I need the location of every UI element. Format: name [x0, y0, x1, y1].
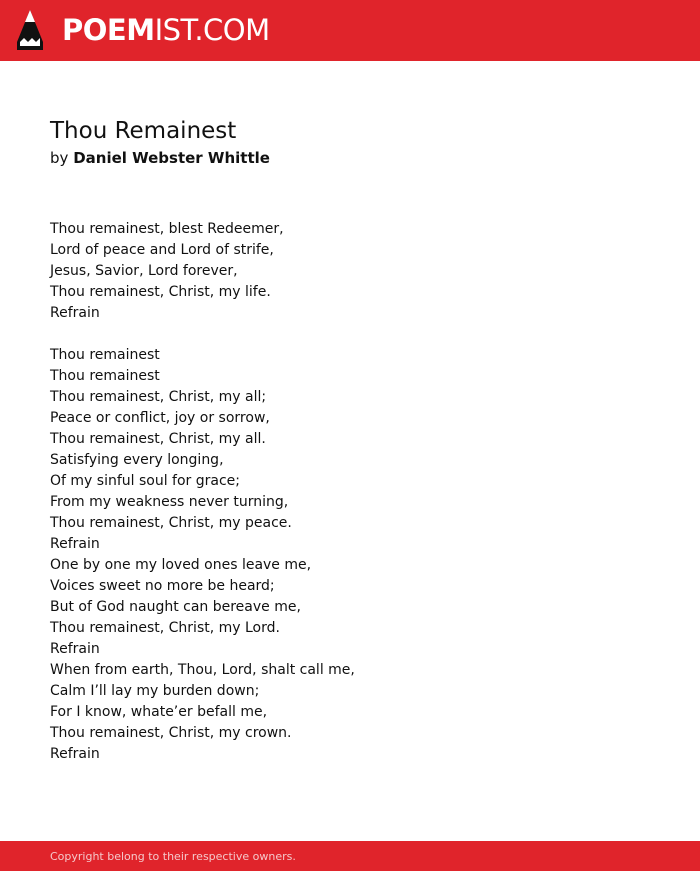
- logo-text-light: IST.COM: [154, 13, 270, 47]
- poem-line: Satisfying every longing,: [50, 452, 224, 468]
- copyright-notice: Copyright belong to their respective owners.: [50, 850, 296, 863]
- pencil-tip-icon[interactable]: [16, 9, 44, 51]
- poem-byline: [50, 148, 270, 169]
- poem-title: Thou Remainest: [50, 118, 237, 144]
- poem-line: Thou remainest: [50, 368, 160, 384]
- poem-line: Thou remainest, Christ, my peace.: [50, 515, 292, 531]
- poem-line: Calm I’ll lay my burden down;: [50, 683, 260, 699]
- site-logo-link[interactable]: [62, 11, 270, 49]
- poem-line: Thou remainest, Christ, my life.: [50, 284, 271, 300]
- author-name: Daniel Webster Whittle: [73, 149, 270, 167]
- poem-line: Thou remainest, Christ, my all.: [50, 431, 266, 447]
- poem-line: Lord of peace and Lord of strife,: [50, 242, 274, 258]
- poem-line: Thou remainest: [50, 347, 160, 363]
- poem-line: Voices sweet no more be heard;: [50, 578, 275, 594]
- poem-line: Thou remainest, Christ, my all;: [50, 389, 267, 405]
- logo-text-bold: POEM: [62, 13, 155, 47]
- poem-line: When from earth, Thou, Lord, shalt call me,: [50, 662, 355, 678]
- site-footer: [0, 841, 700, 871]
- by-label: by: [50, 149, 69, 167]
- site-header: [0, 0, 700, 61]
- poem-body: [50, 219, 650, 765]
- poem-line: Peace or conflict, joy or sorrow,: [50, 410, 270, 426]
- poem-line: Refrain: [50, 536, 100, 552]
- poem-line: From my weakness never turning,: [50, 494, 289, 510]
- poem-line: Refrain: [50, 305, 100, 321]
- poem-line: Of my sinful soul for grace;: [50, 473, 240, 489]
- poem-line: Thou remainest, blest Redeemer,: [50, 221, 284, 237]
- poem-line: But of God naught can bereave me,: [50, 599, 301, 615]
- poem-line: Refrain: [50, 746, 100, 762]
- poem-line: Jesus, Savior, Lord forever,: [50, 263, 238, 279]
- poem-line: Thou remainest, Christ, my crown.: [50, 725, 292, 741]
- poem-line: Thou remainest, Christ, my Lord.: [50, 620, 280, 636]
- poem-line: One by one my loved ones leave me,: [50, 557, 312, 573]
- poem-line: Refrain: [50, 641, 100, 657]
- stanza-break: [50, 324, 650, 345]
- poem-line: For I know, whate’er befall me,: [50, 704, 268, 720]
